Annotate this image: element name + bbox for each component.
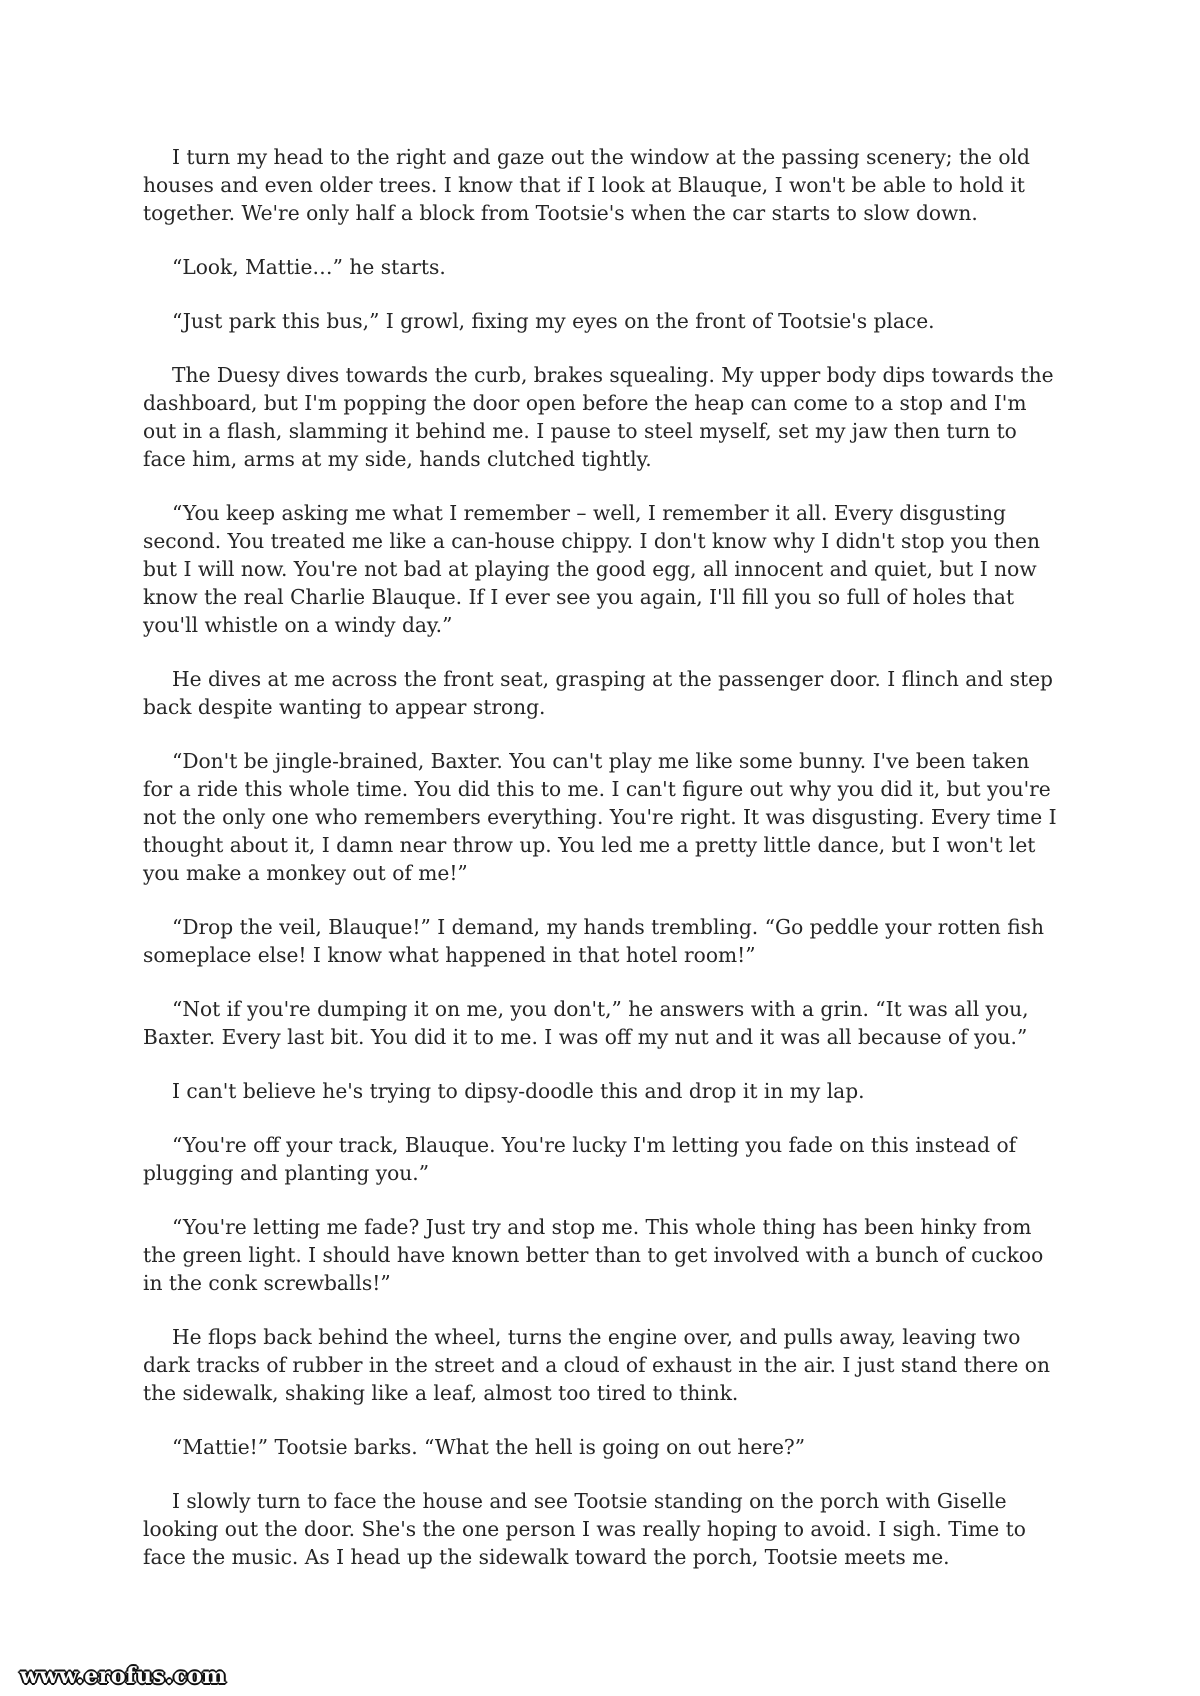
paragraph: He flops back behind the wheel, turns the engine over, and pulls away, leaving two dark tracks of rubber in the street and a cloud of exhaust in the air. I just stand there on the sidewalk, shaking like a leaf, almost too tired to think. — [143, 1325, 1050, 1405]
paragraph: “Drop the veil, Blauque!” I demand, my hands trembling. “Go peddle your rotten fish someplace else! I know what happened in that hotel room!” — [143, 915, 1045, 967]
paragraph: “Don't be jingle-brained, Baxter. You can't play me like some bunny. I've been taken for a ride this whole time. You did this to me. I can't figure out why you did it, but you're not the only one who remembers everything. You're right. It was disgusting. Every time I thought about it, I damn near throw up. You led me a pretty little dance, but I won't let you make a monkey out of me!” — [143, 749, 1057, 885]
paragraph: “Just park this bus,” I growl, fixing my eyes on the front of Tootsie's place. — [172, 309, 935, 333]
paragraph: “Look, Mattie…” he starts. — [172, 255, 446, 279]
paragraph: I turn my head to the right and gaze out the window at the passing scenery; the old houses and even older trees. I know that if I look at Blauque, I won't be able to hold it together. We're only half a block from Tootsie's when the car starts to slow down. — [143, 145, 1030, 225]
paragraph: “You keep asking me what I remember – well, I remember it all. Every disgusting second. You treated me like a can-house chippy. I don't know why I didn't stop you then but I will now. You're not bad at playing the good egg, all innocent and quiet, but I now know the real Charlie Blauque. If I ever see you again, I'll fill you so full of holes that you'll whistle on a windy day.” — [143, 501, 1041, 637]
paragraph: The Duesy dives towards the curb, brakes squealing. My upper body dips towards the dashboard, but I'm popping the door open before the heap can come to a stop and I'm out in a flash, slamming it behind me. I pause to steel myself, set my jaw then turn to face him, arms at my side, hands clutched tightly. — [143, 363, 1054, 471]
paragraph: “You're off your track, Blauque. You're lucky I'm letting you fade on this instead of plugging and planting you.” — [143, 1133, 1017, 1185]
paragraph: “You're letting me fade? Just try and stop me. This whole thing has been hinky from the green light. I should have known better than to get involved with a bunch of cuckoo in the conk screwballs!” — [143, 1215, 1044, 1295]
paragraph: I slowly turn to face the house and see Tootsie standing on the porch with Giselle looking out the door. She's the one person I was really hoping to avoid. I sigh. Time to face the music. As I head up the sidewalk toward the porch, Tootsie meets me. — [143, 1489, 1026, 1569]
paragraph: “Not if you're dumping it on me, you don't,” he answers with a grin. “It was all you, Baxter. Every last bit. You did it to me. I was off my nut and it was all because of you.” — [143, 997, 1029, 1049]
site-watermark: www.erofus.com — [20, 1663, 227, 1689]
paragraph: He dives at me across the front seat, grasping at the passenger door. I flinch and step back despite wanting to appear strong. — [143, 667, 1053, 719]
story-text — [143, 143, 1065, 1597]
paragraph: I can't believe he's trying to dipsy-doodle this and drop it in my lap. — [172, 1079, 865, 1103]
paragraph: “Mattie!” Tootsie barks. “What the hell is going on out here?” — [172, 1435, 806, 1459]
